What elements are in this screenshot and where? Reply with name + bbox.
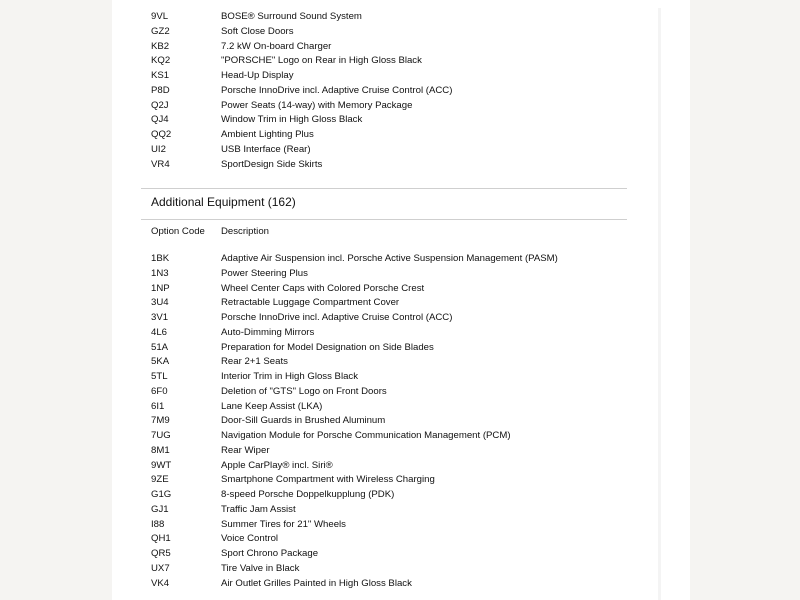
equipment-row [151,83,452,98]
option-description: Lane Keep Assist (LKA) [221,400,323,412]
option-code: 4L6 [151,326,168,338]
option-code: 5KA [151,356,170,368]
option-code: 1BK [151,253,170,264]
section-divider-top [141,188,627,189]
option-code: 51A [151,341,169,353]
option-description: Voice Control [221,533,279,545]
equipment-row [151,310,452,325]
option-description: Air Outlet Grilles Painted in High Gloss Black [221,577,412,589]
option-description: Auto-Dimming Mirrors [221,326,315,338]
option-code: QR5 [151,548,171,559]
option-code: VK4 [151,577,170,589]
option-code: KS1 [151,70,170,81]
option-description: Tire Valve in Black [221,562,300,574]
option-description: Power Seats (14-way) with Memory Package [221,99,413,111]
option-code: GZ2 [151,25,170,37]
equipment-row [151,9,362,24]
option-description: Rear Wiper [221,444,270,456]
equipment-row [151,399,322,414]
equipment-row [151,142,311,157]
option-code: KQ2 [151,55,171,67]
equipment-row [151,561,299,576]
option-code: QQ2 [151,129,172,140]
option-description: 8-speed Porsche Doppelkupplung (PDK) [221,489,395,500]
option-description: Ambient Lighting Plus [221,129,314,140]
option-description: Summer Tires for 21" Wheels [221,518,346,530]
equipment-row [151,251,558,266]
equipment-row [151,157,322,172]
equipment-row [151,531,278,546]
option-description: SportDesign Side Skirts [221,158,323,170]
option-code: 7UG [151,430,171,441]
option-code: UX7 [151,562,170,574]
equipment-row [151,53,422,68]
equipment-row [151,295,399,310]
equipment-row [151,281,424,296]
option-description: Porsche InnoDrive incl. Adaptive Cruise Control (ACC) [221,312,453,323]
option-description: Deletion of "GTS" Logo on Front Doors [221,385,387,397]
option-description: Rear 2+1 Seats [221,356,288,368]
equipment-row [151,546,318,561]
option-description: Traffic Jam Assist [221,503,296,515]
option-code: 8M1 [151,444,170,456]
equipment-row [151,340,434,355]
equipment-row [151,127,314,142]
equipment-row [151,502,296,517]
option-code: I88 [151,518,165,530]
equipment-row [151,369,358,384]
option-description: Retractable Luggage Compartment Cover [221,297,400,309]
equipment-row [151,576,412,591]
option-code: 9ZE [151,474,169,486]
option-code: 1N3 [151,267,169,279]
option-description: Window Trim in High Gloss Black [221,114,363,126]
equipment-row [151,443,270,458]
option-code: KB2 [151,40,170,52]
equipment-row [151,517,346,532]
option-description: Head-Up Display [221,70,294,81]
option-description: Wheel Center Caps with Colored Porsche Crest [221,282,425,294]
equipment-row [151,325,314,340]
equipment-row [151,413,385,428]
equipment-row [151,112,362,127]
column-header-option-code: Option Code [151,226,205,237]
equipment-row [151,39,331,54]
column-headers [151,224,269,239]
option-code: VR4 [151,158,170,170]
option-code: GJ1 [151,503,169,515]
option-code: 5TL [151,371,168,382]
option-description: Sport Chrono Package [221,548,319,559]
section-divider-bottom [141,219,627,220]
equipment-row [151,384,387,399]
option-description: Adaptive Air Suspension incl. Porsche Active Suspension Management (PASM) [221,253,558,264]
option-description: "PORSCHE" Logo on Rear in High Gloss Black [221,55,422,67]
equipment-row [151,487,394,502]
equipment-row [151,354,288,369]
option-description: Navigation Module for Porsche Communication Management (PCM) [221,430,511,441]
equipment-row [151,24,294,39]
scrollbar-track[interactable] [658,8,661,600]
option-description: Apple CarPlay® incl. Siri® [221,459,333,471]
option-description: Interior Trim in High Gloss Black [221,371,359,382]
option-code: P8D [151,84,170,96]
option-description: Power Steering Plus [221,267,308,279]
option-code: 7M9 [151,415,170,427]
option-code: 1NP [151,282,170,294]
option-description: Porsche InnoDrive incl. Adaptive Cruise Control (ACC) [221,84,453,96]
option-description: Smartphone Compartment with Wireless Charging [221,474,435,486]
option-code: 6I1 [151,400,165,412]
option-code: 6F0 [151,385,168,397]
option-code: QH1 [151,533,171,545]
option-description: Soft Close Doors [221,25,294,37]
option-code: Q2J [151,99,169,111]
equipment-row [151,472,435,487]
option-code: QJ4 [151,114,169,126]
option-description: Door-Sill Guards in Brushed Aluminum [221,415,386,427]
option-code: 3U4 [151,297,169,309]
equipment-row [151,428,511,443]
equipment-row [151,458,333,473]
option-description: USB Interface (Rear) [221,143,311,155]
equipment-row [151,266,308,281]
column-header-description: Description [221,226,269,237]
option-code: 3V1 [151,312,169,323]
section-title: Additional Equipment (162) [151,195,296,209]
option-code: 9VL [151,11,169,22]
option-description: Preparation for Model Designation on Side Blades [221,341,434,353]
option-code: UI2 [151,143,166,155]
option-code: G1G [151,489,172,500]
option-code: 9WT [151,459,172,471]
equipment-row [151,68,294,83]
option-description: BOSE® Surround Sound System [221,11,362,22]
option-description: 7.2 kW On-board Charger [221,40,332,52]
equipment-row [151,98,412,113]
